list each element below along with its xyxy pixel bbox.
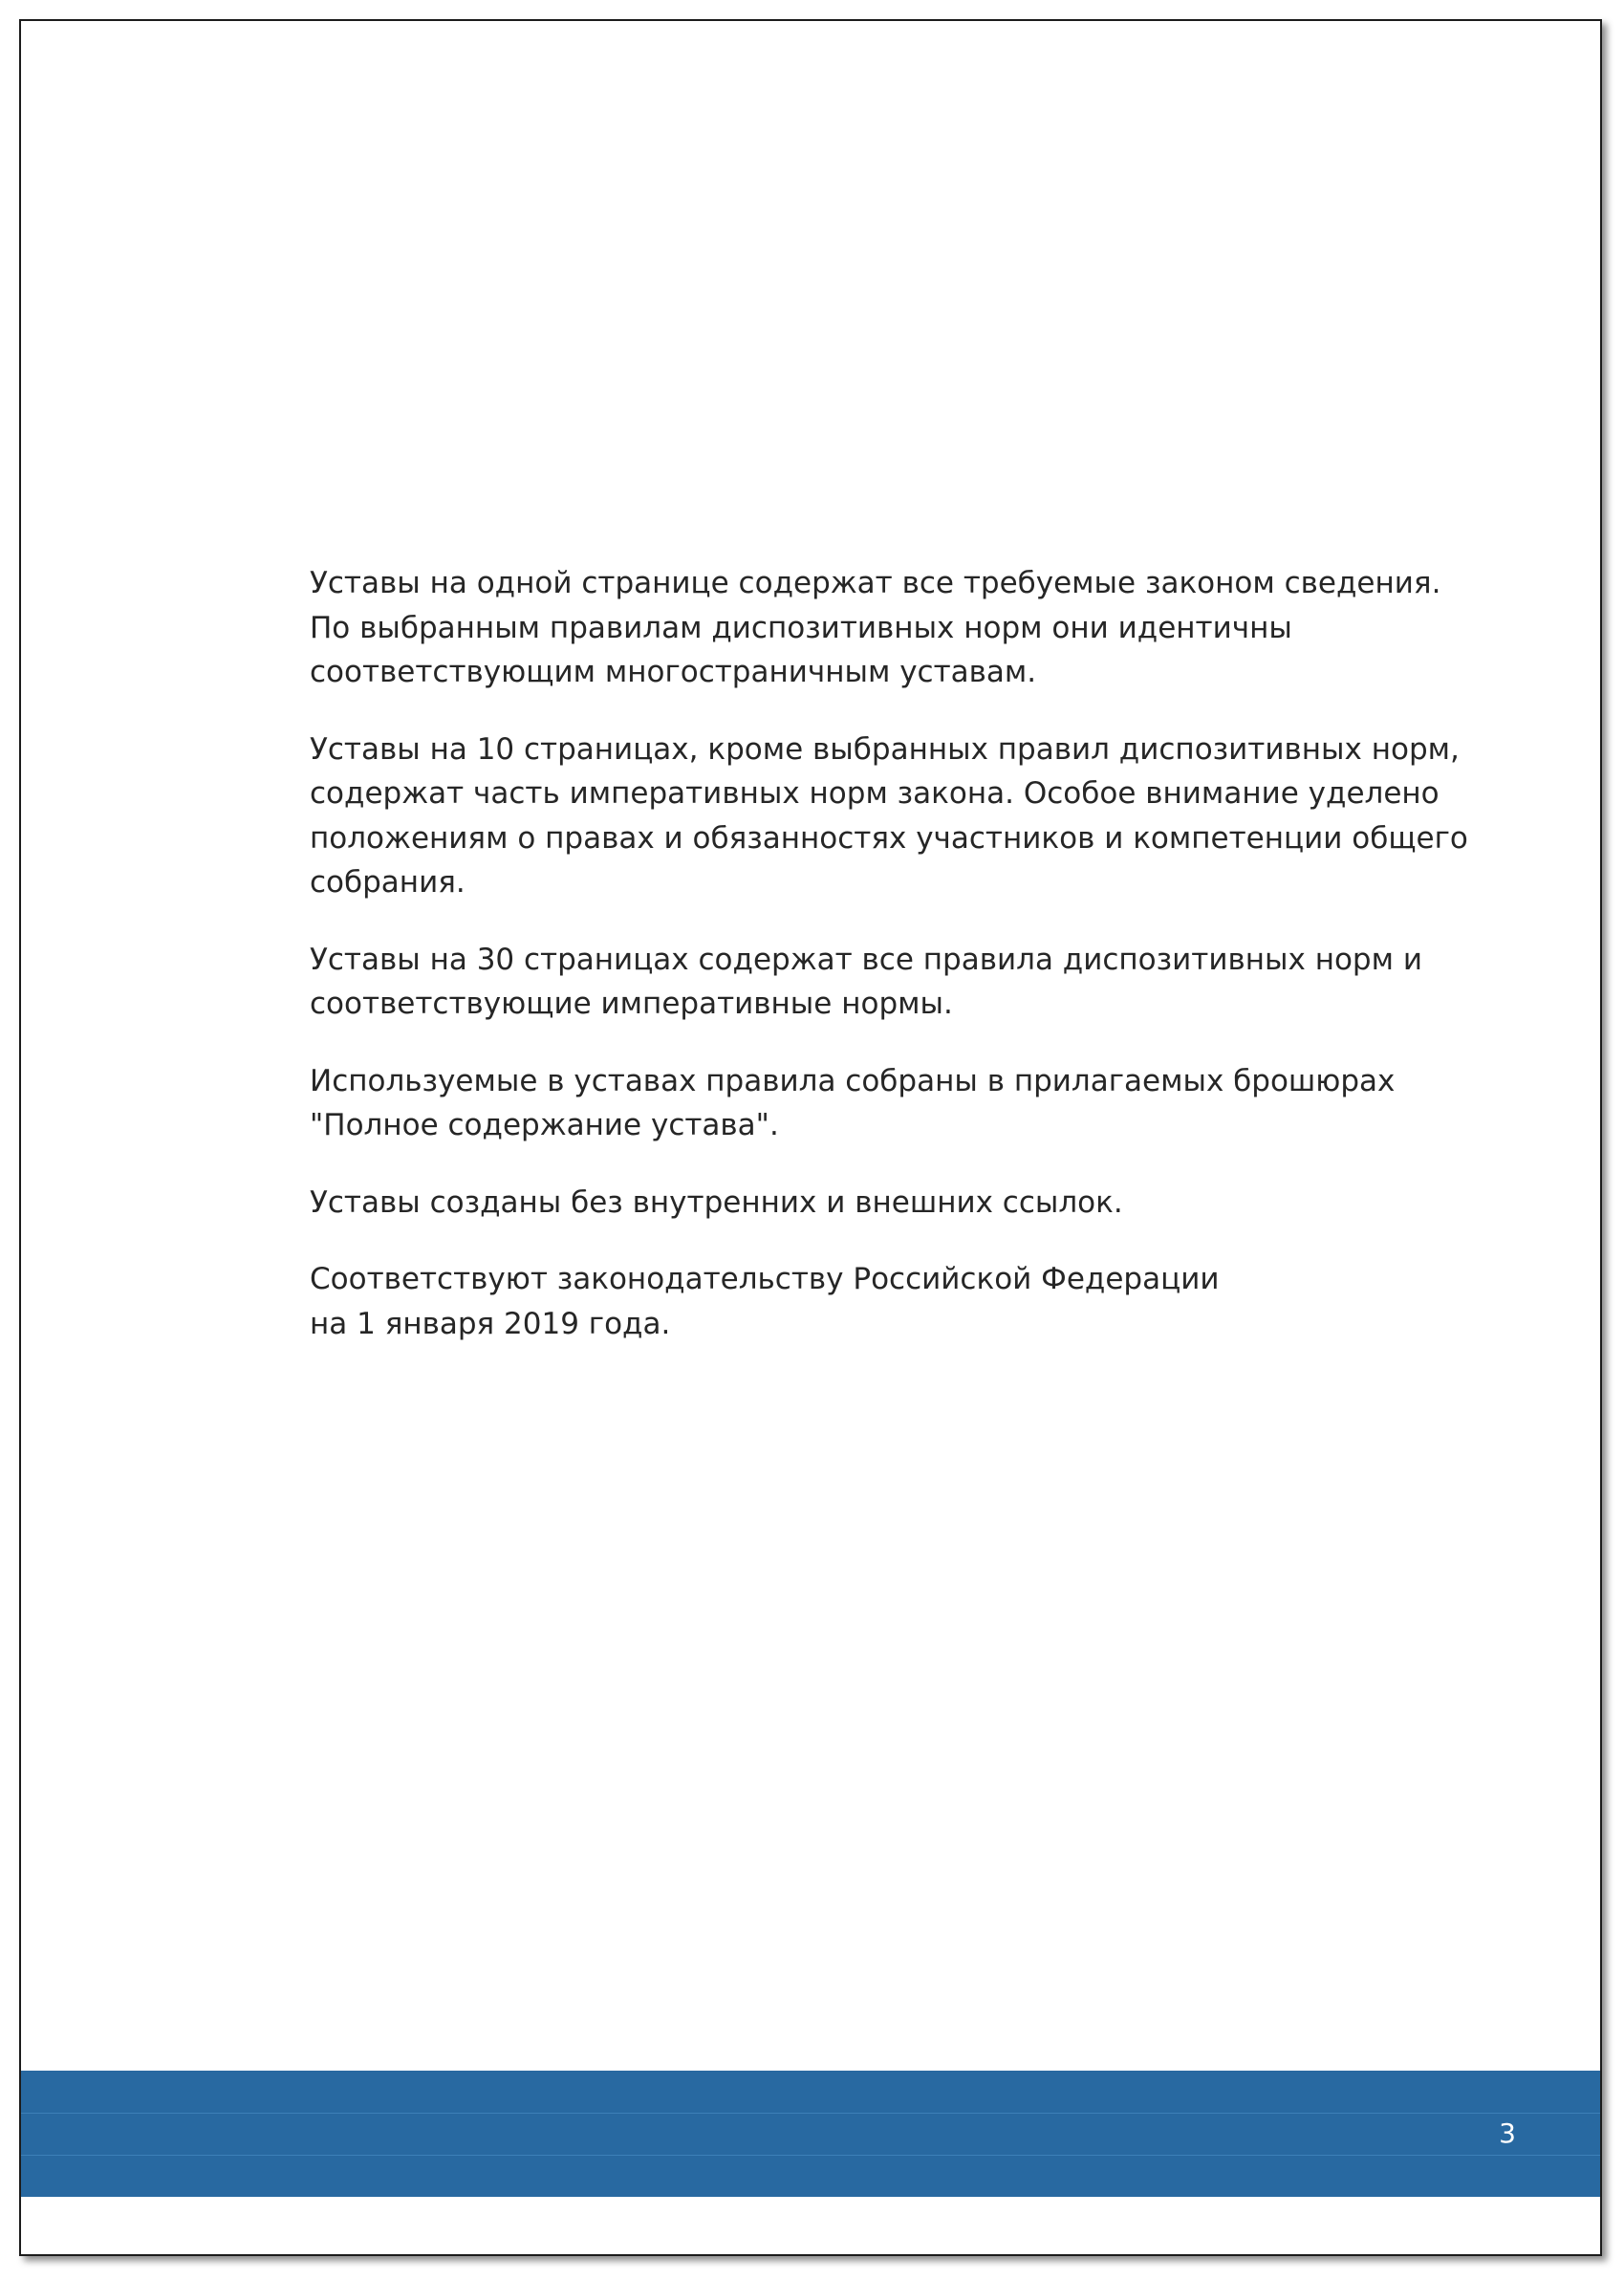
footer-band: [21, 2071, 1600, 2197]
paragraph-brochures: Используемые в уставах правила собраны в прилагаемых брошюрах "Полное содержание устава".: [310, 1063, 1396, 1142]
body-text: [310, 561, 1514, 1379]
paragraph-thirty-page-charters: Уставы на 30 страницах содержат все правила диспозитивных норм и соответствующие императивные нормы.: [310, 942, 1422, 1021]
paragraph-no-links: Уставы созданы без внутренних и внешних ссылок.: [310, 1184, 1123, 1220]
paragraph-ten-page-charters: Уставы на 10 страницах, кроме выбранных правил диспозитивных норм, содержат часть императивных норм закона. Особое внимание уделено положениям о правах и обязанностях участников и компетенции общего собрания.: [310, 731, 1468, 900]
paragraph-one-page-charters: Уставы на одной странице содержат все требуемые законом сведения. По выбранным правилам диспозитивных норм они идентичны соответствующим многостраничным уставам.: [310, 566, 1441, 689]
footer-divider: [21, 2113, 1600, 2114]
page-number: 3: [1499, 2117, 1516, 2149]
document-page: [19, 19, 1602, 2256]
footer-divider: [21, 2155, 1600, 2156]
paragraph-legislation-date: Соответствуют законодательству Российской Федерации на 1 января 2019 года.: [310, 1262, 1220, 1341]
